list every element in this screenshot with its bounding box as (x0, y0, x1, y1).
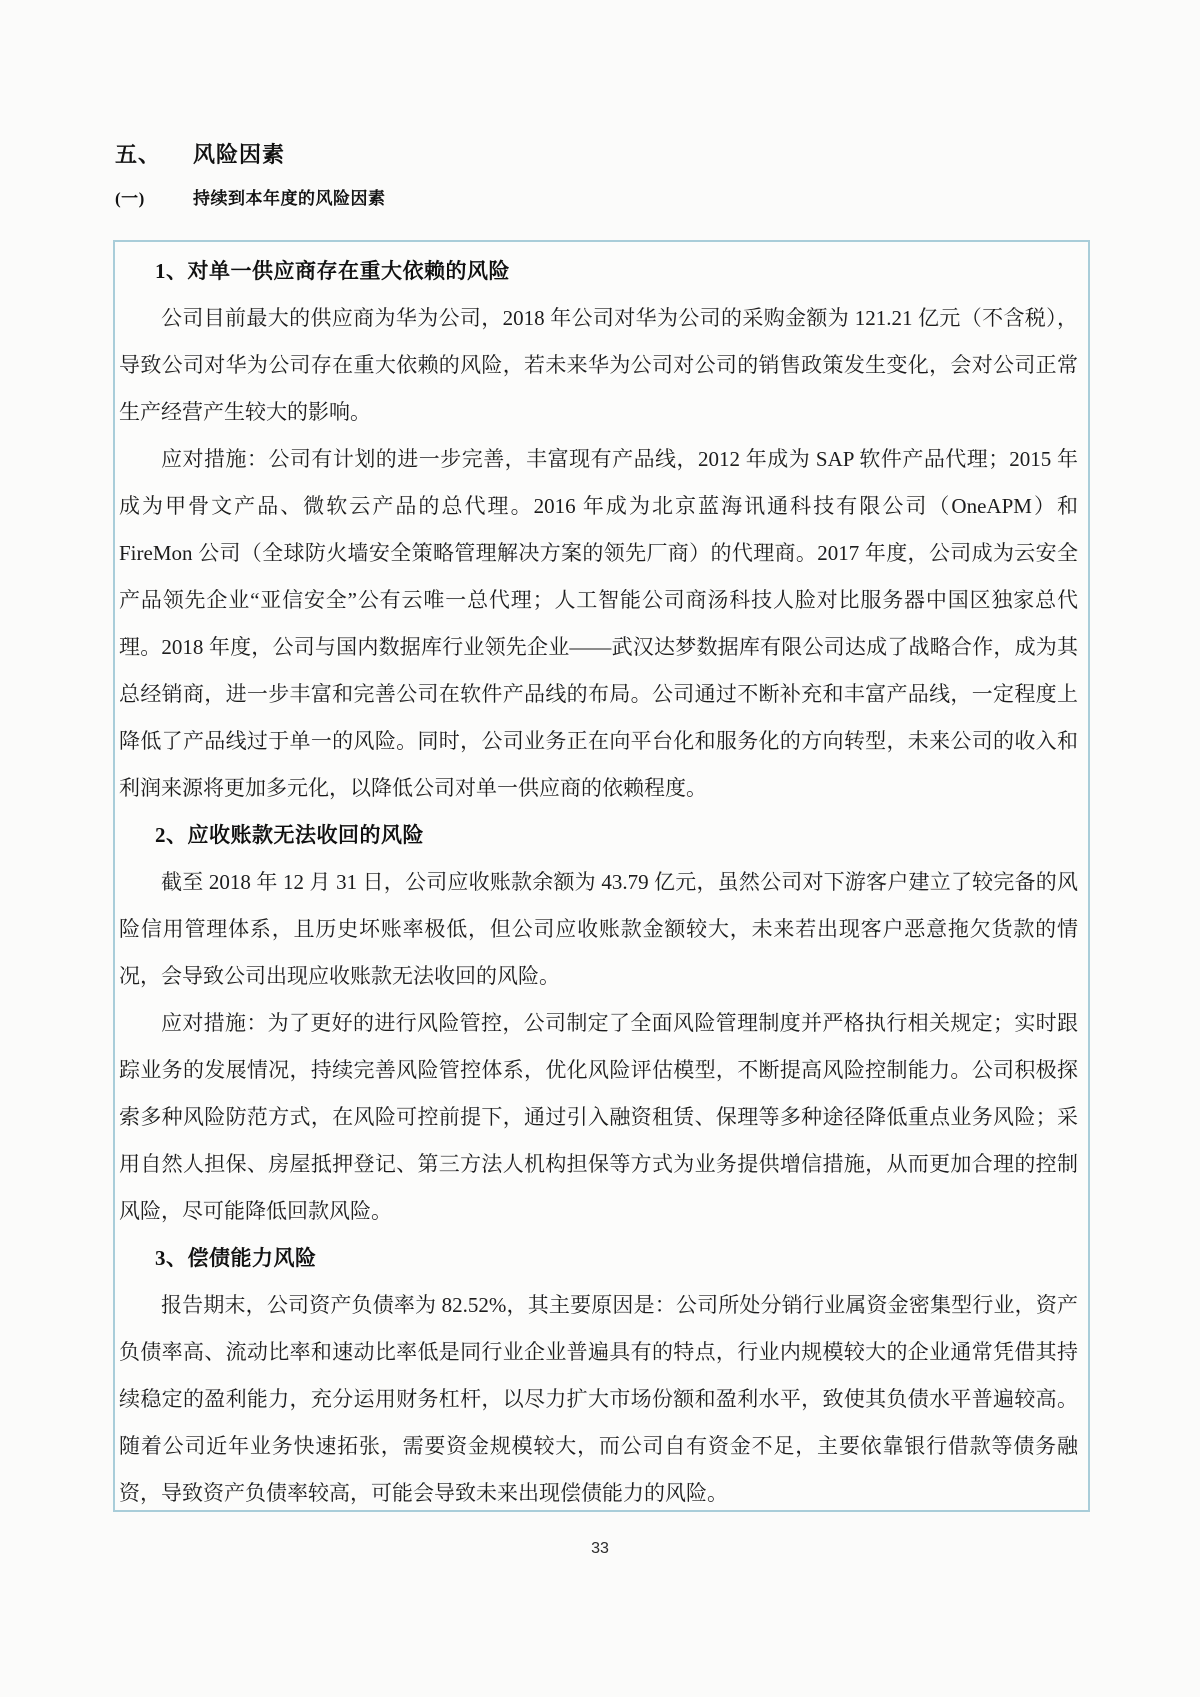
risk-paragraph: 截至 2018 年 12 月 31 日，公司应收账款余额为 43.79 亿元，虽然公司对下游客户建立了较完备的风险信用管理体系，且历史坏账率极低，但公司应收账款金额较大，未来若出现客户恶意拖欠货款的情况，会导致公司出现应收账款无法收回的风险。 (119, 870, 1078, 988)
section-heading (115, 138, 285, 169)
risk-section-title: 3、偿债能力风险 (155, 1246, 317, 1270)
page-number: 33 (591, 1540, 609, 1557)
subsection-heading-number: (一) (115, 189, 145, 208)
risk-paragraph: 应对措施：公司有计划的进一步完善，丰富现有产品线，2012 年成为 SAP 软件产品代理；2015 年成为甲骨文产品、微软云产品的总代理。2016 年成为北京蓝海讯通科技有限公司（OneAPM）和 FireMon 公司（全球防火墙安全策略管理解决方案的领先厂商）的代理商。2017 年度，公司成为云安全产品领先企业“亚信安全”公有云唯一总代理；人工智能公司商汤科技人脸对比服务器中国区独家总代理。2018 年度，公司与国内数据库行业领先企业——武汉达梦数据库有限公司达成了战略合作，成为其总经销商，进一步丰富和完善公司在软件产品线的布局。公司通过不断补充和丰富产品线，一定程度上降低了产品线过于单一的风险。同时，公司业务正在向平台化和服务化的方向转型，未来公司的收入和利润来源将更加多元化，以降低公司对单一供应商的依赖程度。 (119, 447, 1078, 800)
risk-paragraph: 报告期末，公司资产负债率为 82.52%，其主要原因是：公司所处分销行业属资金密集型行业，资产负债率高、流动比率和速动比率低是同行业企业普遍具有的特点，行业内规模较大的企业通常凭借其持续稳定的盈利能力，充分运用财务杠杆，以尽力扩大市场份额和盈利水平，致使其负债水平普遍较高。随着公司近年业务快速拓张，需要资金规模较大，而公司自有资金不足，主要依靠银行借款等债务融资，导致资产负债率较高，可能会导致未来出现偿债能力的风险。 (119, 1293, 1078, 1505)
risk-section-title: 1、对单一供应商存在重大依赖的风险 (155, 259, 510, 283)
risk-section (119, 812, 1078, 1235)
subsection-heading-title: 持续到本年度的风险因素 (193, 189, 386, 208)
section-heading-number: 五、 (115, 142, 162, 167)
risk-paragraph: 公司目前最大的供应商为华为公司，2018 年公司对华为公司的采购金额为 121.21 亿元（不含税），导致公司对华为公司存在重大依赖的风险，若未来华为公司对公司的销售政策发生变化，会对公司正常生产经营产生较大的影响。 (119, 306, 1078, 424)
section-heading-title: 风险因素 (193, 142, 286, 167)
risk-paragraph: 应对措施：为了更好的进行风险管控，公司制定了全面风险管理制度并严格执行相关规定；实时跟踪业务的发展情况，持续完善风险管控体系，优化风险评估模型，不断提高风险控制能力。公司积极探索多种风险防范方式，在风险可控前提下，通过引入融资租赁、保理等多种途径降低重点业务风险；采用自然人担保、房屋抵押登记、第三方法人机构担保等方式为业务提供增信措施，从而更加合理的控制风险，尽可能降低回款风险。 (119, 1011, 1078, 1223)
risk-box (113, 240, 1090, 1512)
risk-section (119, 1235, 1078, 1517)
risk-section-title: 2、应收账款无法收回的风险 (155, 823, 424, 847)
subsection-heading (115, 184, 386, 209)
risk-section (119, 248, 1078, 812)
